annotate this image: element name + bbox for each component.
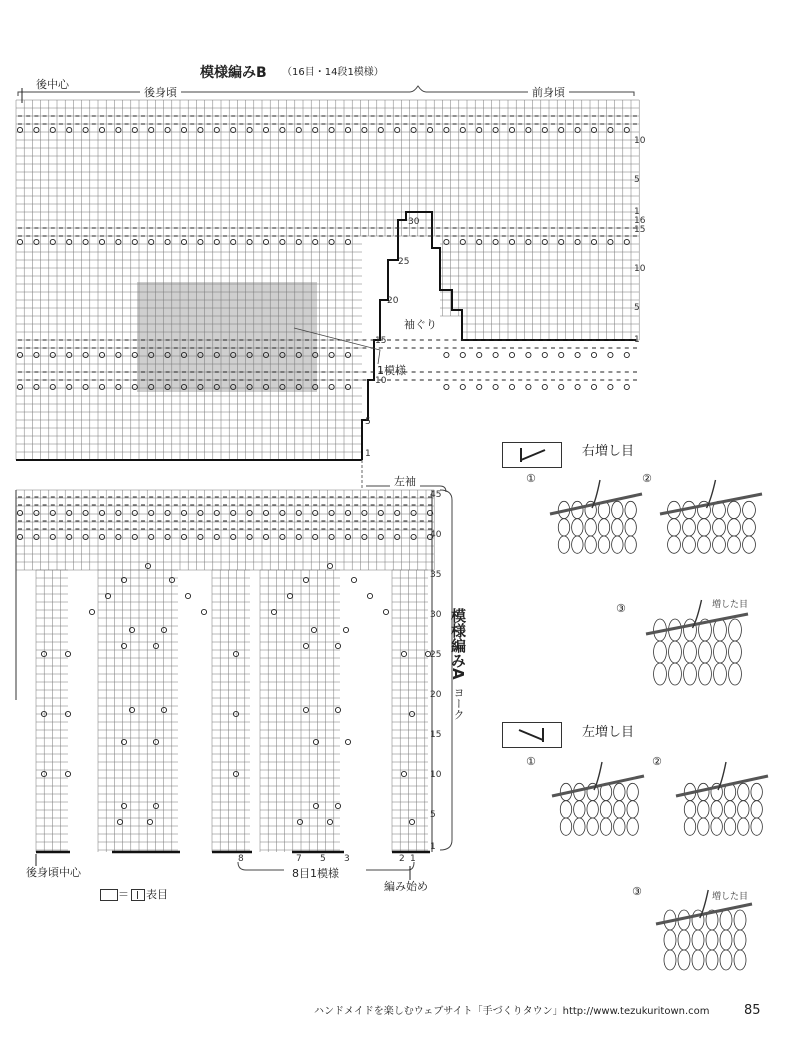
- stitch-loop: [713, 536, 726, 553]
- yarn-over-symbol: [383, 609, 388, 614]
- yarn-over-symbol: [214, 534, 219, 539]
- yarn-over-symbol: [297, 819, 302, 824]
- yarn-over-symbol: [67, 534, 72, 539]
- stitch-loop: [743, 501, 756, 518]
- yarn-over-symbol: [526, 384, 531, 389]
- step-number: ②: [642, 472, 652, 485]
- yarn-over-symbol: [83, 534, 88, 539]
- left-increase-illustration-3: [656, 890, 752, 970]
- yarn-over-symbol: [185, 593, 190, 598]
- yarn-over-symbol: [327, 563, 332, 568]
- stitch-loop: [734, 930, 746, 950]
- stitch-loop: [743, 519, 756, 536]
- stitch-loop: [598, 536, 609, 553]
- yarn-over-symbol: [303, 643, 308, 648]
- row-number: 1: [634, 207, 640, 217]
- col-number: 7: [296, 854, 302, 864]
- col-number: 3: [344, 854, 350, 864]
- stitch-loop: [627, 783, 638, 800]
- yarn-over-symbol: [121, 739, 126, 744]
- yarn-over-symbol: [67, 384, 72, 389]
- yarn-over-symbol: [149, 510, 154, 515]
- yarn-over-symbol: [132, 384, 137, 389]
- front-body-label: 前身頃: [528, 87, 569, 98]
- yarn-over-symbol: [99, 510, 104, 515]
- yarn-over-symbol: [608, 384, 613, 389]
- stitch-loop: [668, 519, 681, 536]
- yarn-over-symbol: [591, 384, 596, 389]
- yarn-over-symbol: [17, 534, 22, 539]
- stitch-loop: [560, 801, 571, 818]
- chart-border: [16, 490, 432, 852]
- yarn-over-symbol: [214, 510, 219, 515]
- left-increase-title: 左増し目: [582, 725, 635, 740]
- stitch-loop: [714, 663, 727, 685]
- row-number: 10: [430, 770, 442, 780]
- yarn-over-symbol: [313, 803, 318, 808]
- yarn-over-symbol: [83, 352, 88, 357]
- yarn-over-symbol: [50, 534, 55, 539]
- yarn-over-symbol: [99, 534, 104, 539]
- stitch-loop: [699, 663, 712, 685]
- stitch-loop: [698, 818, 709, 835]
- yarn-over-symbol: [129, 707, 134, 712]
- row-number: 1: [365, 449, 371, 459]
- stitch-loop: [751, 801, 762, 818]
- row-number: 25: [398, 257, 410, 267]
- row-number: 15: [634, 225, 646, 235]
- row-number: 15: [430, 730, 442, 740]
- stitch-loop: [614, 783, 625, 800]
- stitch-loop: [706, 930, 718, 950]
- yarn-over-symbol: [153, 739, 158, 744]
- stitch-loop: [692, 950, 704, 970]
- yarn-over-symbol: [181, 510, 186, 515]
- yarn-over-symbol: [329, 384, 334, 389]
- right-increase-symbol: [502, 442, 562, 468]
- yarn-over-symbol: [147, 819, 152, 824]
- yarn-over-symbol: [247, 534, 252, 539]
- col-number: 5: [320, 854, 326, 864]
- yarn-over-symbol: [117, 819, 122, 824]
- yarn-over-symbol: [493, 352, 498, 357]
- row-number: 20: [430, 690, 442, 700]
- stitch-loop: [706, 950, 718, 970]
- yarn-over-symbol: [280, 510, 285, 515]
- stitch-loop: [684, 801, 695, 818]
- yarn-over-symbol: [313, 510, 318, 515]
- yarn-over-symbol: [247, 510, 252, 515]
- stitch-loop: [612, 501, 623, 518]
- stitch-loop: [734, 910, 746, 930]
- yarn-over-symbol: [509, 384, 514, 389]
- right-increase-illustration-2: [660, 480, 762, 553]
- yarn-over-symbol: [116, 534, 121, 539]
- yarn-over-symbol: [575, 384, 580, 389]
- yarn-over-symbol: [145, 563, 150, 568]
- yarn-over-symbol: [542, 352, 547, 357]
- yarn-over-symbol: [303, 707, 308, 712]
- stitch-loop: [664, 950, 676, 970]
- stitch-loop: [684, 663, 697, 685]
- repeat-highlight: [137, 282, 317, 392]
- yarn-over-symbol: [231, 534, 236, 539]
- stitch-loop: [729, 663, 742, 685]
- yarn-over-symbol: [409, 819, 414, 824]
- yarn-over-symbol: [351, 577, 356, 582]
- yarn-over-symbol: [411, 510, 416, 515]
- stitch-loop: [714, 619, 727, 641]
- yarn-over-symbol: [34, 352, 39, 357]
- stitch-loop: [625, 519, 636, 536]
- yarn-over-symbol: [401, 651, 406, 656]
- legend-knit-label: 表目: [146, 888, 168, 901]
- yarn-over-symbol: [153, 803, 158, 808]
- yarn-over-symbol: [50, 352, 55, 357]
- stitch-loop: [738, 801, 749, 818]
- left-increase-illustration-2: [676, 762, 768, 835]
- yarn-over-symbol: [345, 739, 350, 744]
- stitch-loop: [625, 501, 636, 518]
- stitch-loop: [711, 818, 722, 835]
- yarn-over-symbol: [345, 510, 350, 515]
- stitch-loop: [560, 818, 571, 835]
- yarn-over-symbol: [116, 384, 121, 389]
- stitch-loop: [669, 663, 682, 685]
- yarn-over-symbol: [559, 384, 564, 389]
- stitch-loop: [678, 950, 690, 970]
- yarn-over-symbol: [34, 534, 39, 539]
- yarn-over-symbol: [395, 510, 400, 515]
- row-number: 5: [634, 175, 640, 185]
- left-increase-illustration-1: [552, 762, 644, 835]
- stitch-loop: [684, 818, 695, 835]
- yarn-over-symbol: [263, 534, 268, 539]
- row-number: 30: [430, 610, 442, 620]
- stitch-loop: [728, 536, 741, 553]
- yarn-over-symbol: [132, 352, 137, 357]
- pattern-a-grid: [16, 490, 434, 852]
- yarn-over-symbol: [50, 384, 55, 389]
- yarn-over-symbol: [34, 384, 39, 389]
- stitch-loop: [720, 930, 732, 950]
- row-number: 5: [634, 303, 640, 313]
- armhole-label: 袖ぐり: [404, 318, 437, 331]
- yarn-over-symbol: [116, 510, 121, 515]
- back-body-center-label: 後身頃中心: [26, 866, 81, 879]
- yarn-over-symbol: [395, 534, 400, 539]
- pattern-b-subtitle: （16目・14段1模様）: [282, 67, 384, 78]
- stitch-loop: [600, 801, 611, 818]
- repeat-8-label: 8目1模様: [292, 867, 339, 880]
- left-sleeve-label: 左袖: [394, 475, 416, 488]
- stitch-loop: [572, 519, 583, 536]
- yarn-over-symbol: [153, 643, 158, 648]
- yarn-over-symbol: [335, 803, 340, 808]
- step-number: ②: [652, 755, 662, 768]
- right-increase-title: 右増し目: [582, 444, 635, 459]
- stitch-loop: [625, 536, 636, 553]
- stitch-loop: [600, 818, 611, 835]
- yarn-over-symbol: [343, 627, 348, 632]
- row-number: 35: [430, 570, 442, 580]
- yarn-over-symbol: [460, 352, 465, 357]
- yarn-over-symbol: [198, 534, 203, 539]
- yarn-over-symbol: [34, 510, 39, 515]
- yarn-over-symbol: [121, 803, 126, 808]
- yarn-over-symbol: [89, 609, 94, 614]
- yarn-over-symbol: [313, 739, 318, 744]
- stitch-loop: [698, 519, 711, 536]
- yarn-over-symbol: [575, 352, 580, 357]
- yarn-over-symbol: [444, 352, 449, 357]
- yarn-over-symbol: [65, 771, 70, 776]
- yarn-over-symbol: [161, 707, 166, 712]
- pattern-b-grid: [16, 100, 639, 460]
- added-stitch-label: 増した目: [712, 892, 749, 902]
- legend-equals: ＝: [118, 888, 129, 901]
- stitch-loop: [669, 641, 682, 663]
- yarn-over-symbol: [624, 352, 629, 357]
- yarn-over-symbol: [161, 627, 166, 632]
- stitch-loop: [668, 536, 681, 553]
- yarn-over-symbol: [17, 384, 22, 389]
- stitch-loop: [738, 818, 749, 835]
- yarn-over-symbol: [99, 384, 104, 389]
- yarn-over-symbol: [345, 352, 350, 357]
- yarn-over-symbol: [477, 384, 482, 389]
- row-number: 5: [430, 810, 436, 820]
- yarn-over-symbol: [116, 352, 121, 357]
- stitch-loop: [654, 663, 667, 685]
- stitch-loop: [734, 950, 746, 970]
- row-number: 16: [634, 216, 646, 226]
- yarn-over-symbol: [608, 352, 613, 357]
- yarn-over-symbol: [121, 643, 126, 648]
- yarn-over-symbol: [296, 510, 301, 515]
- step-number: ③: [632, 885, 642, 898]
- stitch-loop: [720, 950, 732, 970]
- right-increase-illustration-1: [550, 480, 642, 553]
- stitch-loop: [614, 818, 625, 835]
- stitch-loop: [683, 536, 696, 553]
- yarn-over-symbol: [65, 651, 70, 656]
- stitch-loop: [751, 783, 762, 800]
- yarn-over-symbol: [17, 352, 22, 357]
- yarn-over-symbol: [83, 384, 88, 389]
- yarn-over-symbol: [477, 352, 482, 357]
- yarn-over-symbol: [233, 771, 238, 776]
- yarn-over-symbol: [165, 534, 170, 539]
- stitch-loop: [627, 818, 638, 835]
- yarn-over-symbol: [411, 534, 416, 539]
- row-number: 40: [430, 530, 442, 540]
- yarn-over-symbol: [313, 534, 318, 539]
- yarn-over-symbol: [132, 510, 137, 515]
- yarn-over-symbol: [362, 534, 367, 539]
- stitch-loop: [654, 641, 667, 663]
- stitch-loop: [585, 536, 596, 553]
- stitch-loop: [698, 536, 711, 553]
- yarn-over-symbol: [132, 534, 137, 539]
- yarn-over-symbol: [559, 352, 564, 357]
- yarn-over-symbol: [460, 384, 465, 389]
- yarn-over-symbol: [345, 384, 350, 389]
- stitch-loop: [692, 930, 704, 950]
- stitch-loop: [720, 910, 732, 930]
- stitch-loop: [612, 536, 623, 553]
- stitch-loop: [558, 519, 569, 536]
- yarn-over-symbol: [493, 384, 498, 389]
- step-number: ①: [526, 755, 536, 768]
- stitch-loop: [587, 801, 598, 818]
- row-number: 30: [408, 217, 420, 227]
- pattern-a-title: 模様編みA: [449, 608, 467, 680]
- armhole-outline: [362, 212, 636, 460]
- yoke-label: ヨーク: [452, 687, 465, 720]
- yarn-over-symbol: [624, 384, 629, 389]
- yarn-over-symbol: [99, 352, 104, 357]
- pattern-b-symbols: [17, 116, 637, 390]
- back-body-label: 後身頃: [140, 87, 181, 98]
- stitch-loop: [574, 801, 585, 818]
- row-number: 10: [634, 136, 646, 146]
- yarn-over-symbol: [149, 534, 154, 539]
- stitch-loop: [729, 641, 742, 663]
- yarn-over-symbol: [129, 627, 134, 632]
- yarn-over-symbol: [231, 510, 236, 515]
- yarn-over-symbol: [542, 384, 547, 389]
- yarn-over-symbol: [401, 771, 406, 776]
- yarn-over-symbol: [378, 534, 383, 539]
- stitch-loop: [683, 519, 696, 536]
- yarn-over-symbol: [201, 609, 206, 614]
- stitch-loop: [724, 818, 735, 835]
- legend-empty-cell: [100, 889, 118, 901]
- yarn-over-symbol: [67, 352, 72, 357]
- stitch-loop: [558, 536, 569, 553]
- yarn-over-symbol: [329, 510, 334, 515]
- yarn-over-symbol: [233, 651, 238, 656]
- stitch-loop: [738, 783, 749, 800]
- yarn-over-symbol: [311, 627, 316, 632]
- start-label: 編み始め: [384, 880, 428, 893]
- yarn-over-symbol: [335, 643, 340, 648]
- stitch-loop: [714, 641, 727, 663]
- row-number: 1: [634, 335, 640, 345]
- col-number: 1: [410, 854, 416, 864]
- left-increase-symbol: [502, 722, 562, 748]
- row-number: 10: [634, 264, 646, 274]
- step-number: ③: [616, 602, 626, 615]
- yarn-over-symbol: [280, 534, 285, 539]
- yarn-over-symbol: [345, 534, 350, 539]
- stitch-loop: [664, 930, 676, 950]
- stitch-loop: [614, 801, 625, 818]
- row-number: 15: [375, 336, 387, 346]
- stitch-loop: [678, 930, 690, 950]
- added-stitch-label: 増した目: [712, 600, 749, 610]
- stitch-loop: [572, 536, 583, 553]
- stitch-loop: [728, 501, 741, 518]
- yarn-over-symbol: [591, 352, 596, 357]
- stitch-loop: [684, 641, 697, 663]
- stitch-loop: [728, 519, 741, 536]
- stitch-loop: [587, 818, 598, 835]
- yarn-over-symbol: [83, 510, 88, 515]
- yarn-over-symbol: [296, 534, 301, 539]
- yarn-over-symbol: [17, 510, 22, 515]
- col-number: 2: [399, 854, 405, 864]
- row-number: 20: [387, 296, 399, 306]
- yarn-over-symbol: [509, 352, 514, 357]
- yarn-over-symbol: [329, 352, 334, 357]
- pattern-b-title: 模様編みB: [200, 65, 267, 81]
- row-number: 45: [430, 490, 442, 500]
- yarn-over-symbol: [335, 707, 340, 712]
- one-repeat-label: 1模様: [377, 364, 406, 377]
- col-number: 8: [238, 854, 244, 864]
- right-increase-illustration-3: [646, 600, 748, 685]
- yarn-over-symbol: [444, 384, 449, 389]
- yarn-over-symbol: [67, 510, 72, 515]
- row-number: 5: [365, 417, 371, 427]
- stitch-loop: [598, 519, 609, 536]
- row-number: 25: [430, 650, 442, 660]
- yarn-over-symbol: [327, 819, 332, 824]
- stitch-loop: [729, 619, 742, 641]
- yarn-over-symbol: [50, 510, 55, 515]
- yarn-over-symbol: [367, 593, 372, 598]
- footer-text: ハンドメイドを楽しむウェブサイト「手づくりタウン」http://www.tezukuritown.com: [314, 1006, 710, 1017]
- stitch-loop: [627, 801, 638, 818]
- yarn-over-symbol: [526, 352, 531, 357]
- yarn-over-symbol: [329, 534, 334, 539]
- step-number: ①: [526, 472, 536, 485]
- yarn-over-symbol: [362, 510, 367, 515]
- stitch-loop: [751, 818, 762, 835]
- stitch-loop: [612, 519, 623, 536]
- yarn-over-symbol: [198, 510, 203, 515]
- stitch-loop: [574, 818, 585, 835]
- back-center-label: 後中心: [36, 78, 69, 91]
- yarn-over-symbol: [378, 510, 383, 515]
- grid-lines: [16, 100, 639, 460]
- stitch-loop: [743, 536, 756, 553]
- yarn-over-symbol: [165, 510, 170, 515]
- legend-knit-symbol: [131, 889, 145, 901]
- stitch-loop: [713, 519, 726, 536]
- row-number: 10: [375, 376, 387, 386]
- stitch-loop: [698, 801, 709, 818]
- stitch-loop: [585, 519, 596, 536]
- row-number: 1: [430, 842, 436, 852]
- stitch-loop: [699, 641, 712, 663]
- grid-lines: [16, 490, 434, 852]
- yarn-over-symbol: [181, 534, 186, 539]
- yarn-over-symbol: [263, 510, 268, 515]
- page-number: 85: [744, 1003, 761, 1018]
- stitch-loop: [711, 801, 722, 818]
- stitch-loop: [724, 801, 735, 818]
